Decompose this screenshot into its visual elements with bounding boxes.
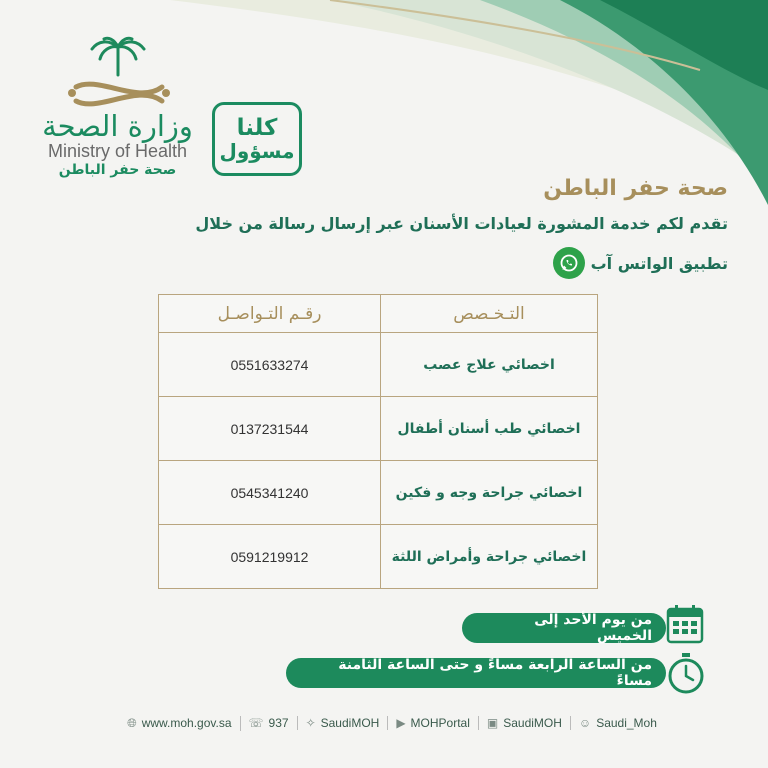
facebook-icon: ▣ <box>486 716 499 730</box>
ministry-name-en: Ministry of Health <box>47 141 188 161</box>
website-text: www.moh.gov.sa <box>141 716 232 730</box>
badge-line-2: مسؤول <box>219 138 295 163</box>
palm-swords-emblem-icon <box>58 35 178 113</box>
twitter-text: SaudiMOH <box>320 716 380 730</box>
table-row <box>159 397 598 461</box>
specialty-header: التـخـصص <box>381 295 598 333</box>
contact-table <box>158 294 598 589</box>
footer-twitter[interactable] <box>298 716 389 730</box>
snapchat-text: Saudi_Moh <box>596 716 657 730</box>
youtube-text: MOHPortal <box>410 716 470 730</box>
youtube-icon: ▶ <box>396 716 406 730</box>
phone-cell: 0137231544 <box>159 397 381 461</box>
phone-cell: 0545341240 <box>159 461 381 525</box>
table-row <box>159 333 598 397</box>
page-title: صحة حفر الباطن <box>543 176 728 201</box>
specialty-cell: اخصائي طب أسنان أطفال <box>381 397 598 461</box>
specialty-cell: اخصائي جراحة وجه و فكين <box>381 461 598 525</box>
whatsapp-icon <box>553 247 585 279</box>
snapchat-icon: ☺ <box>578 716 592 730</box>
footer-facebook[interactable] <box>479 716 571 730</box>
phone-cell: 0591219912 <box>159 525 381 589</box>
table-row <box>159 525 598 589</box>
footer-website[interactable] <box>119 716 240 731</box>
specialty-cell: اخصائي جراحة وأمراض اللثة <box>381 525 598 589</box>
moh-logo <box>30 35 205 178</box>
facebook-text: SaudiMOH <box>503 716 562 730</box>
footer-phone[interactable] <box>241 716 298 730</box>
calendar-icon <box>666 604 704 644</box>
footer-snapchat[interactable] <box>571 716 665 730</box>
whatsapp-label: تطبيق الواتس آب <box>590 253 728 273</box>
campaign-badge <box>212 102 302 176</box>
footer <box>112 712 672 734</box>
whatsapp-row <box>553 247 728 279</box>
phone-text: 937 <box>268 716 289 730</box>
footer-youtube[interactable] <box>388 716 479 730</box>
ministry-name-ar: وزارة الصحة <box>42 109 193 143</box>
intro-text: تقدم لكم خدمة المشورة لعيادات الأسنان عبر إرسال رسالة من خلال <box>195 214 728 233</box>
twitter-icon: ✧ <box>305 716 316 730</box>
table-header-row <box>159 295 598 333</box>
phone-header: رقـم التـواصـل <box>159 295 381 333</box>
stopwatch-icon <box>666 652 706 694</box>
ministry-branch: صحة حفر الباطن <box>58 162 177 178</box>
hours-pill: من الساعة الرابعة مساءً و حتى الساعة الثامنة مساءً <box>286 658 666 688</box>
table-row <box>159 461 598 525</box>
phone-icon: ☏ <box>248 716 264 730</box>
days-pill: من يوم الأحد إلى الخميس <box>462 613 666 643</box>
badge-line-1: كلنا <box>236 115 278 142</box>
specialty-cell: اخصائي علاج عصب <box>381 333 598 397</box>
phone-cell: 0551633274 <box>159 333 381 397</box>
globe-icon: 🌐︎ <box>127 715 137 730</box>
